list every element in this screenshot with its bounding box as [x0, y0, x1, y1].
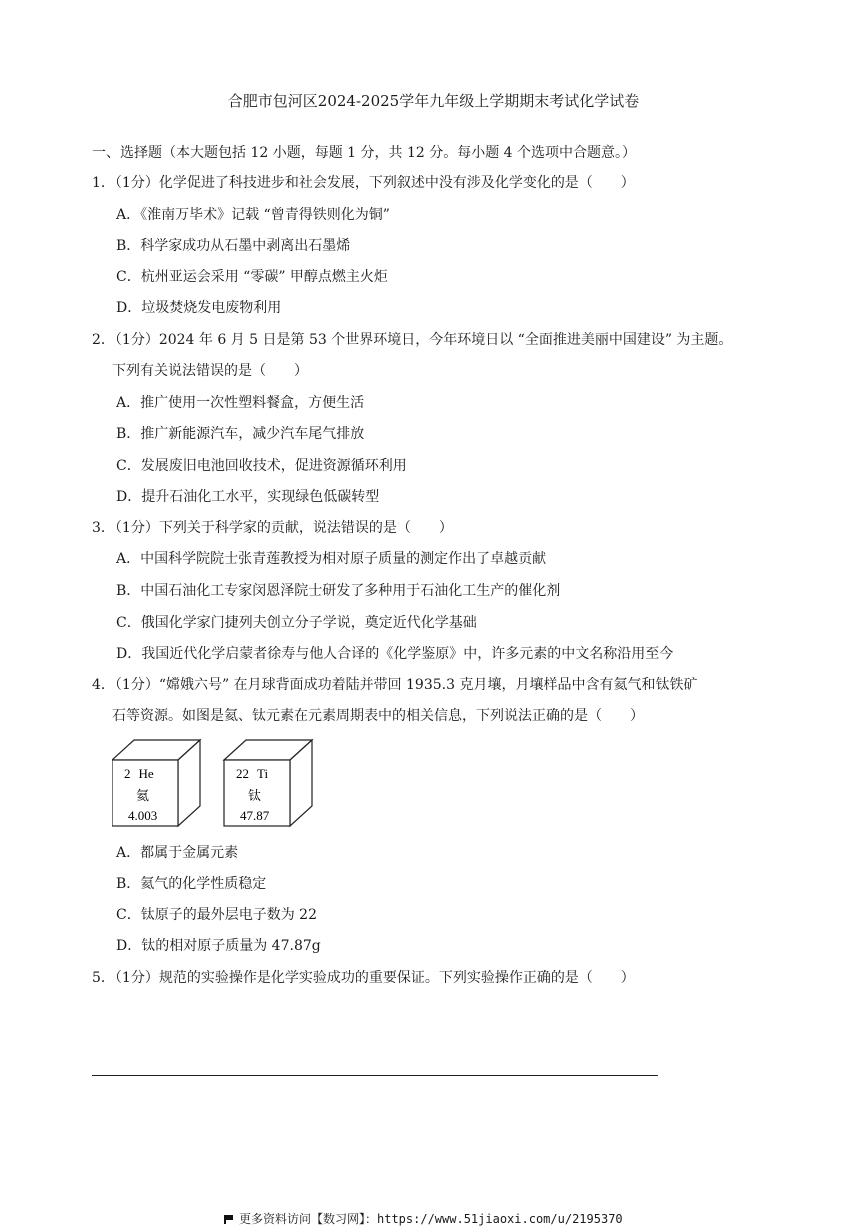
flag-icon — [224, 1215, 234, 1224]
question-4-stem: 4．（1分）“嫦娥六号” 在月球背面成功着陆并带回 1935.3 克月壤，月壤样品中含有氦气和钛铁矿 — [92, 677, 698, 693]
page-divider — [92, 1075, 658, 1076]
question-4-stem-continued: 石等资源。如图是氦、钛元素在元素周期表中的相关信息，下列说法正确的是（ ） — [112, 708, 644, 724]
question-2-option-d: D．提升石油化工水平，实现绿色低碳转型 — [116, 489, 380, 505]
question-1-option-c: C．杭州亚运会采用 “零碳” 甲醇点燃主火炬 — [116, 269, 388, 285]
question-4-option-d: D．钛的相对原子质量为 47.87g — [116, 938, 321, 954]
helium-number-symbol: 2 He — [124, 766, 154, 781]
footer-text: 更多资料访问【数习网】：https://www.51jiaoxi.com/u/2195370 — [239, 1212, 623, 1226]
question-1-option-b: B．科学家成功从石墨中剥离出石墨烯 — [116, 238, 351, 254]
exam-title: 合肥市包河区2024-2025学年九年级上学期期末考试化学试卷 — [227, 92, 640, 110]
question-2-option-b: B．推广新能源汽车，减少汽车尾气排放 — [116, 426, 365, 442]
question-1-option-d: D．垃圾焚烧发电废物利用 — [116, 300, 282, 316]
section-heading: 一、选择题（本大题包括 12 小题，每题 1 分，共 12 分。每小题 4 个选项中合题意。） — [92, 145, 637, 161]
question-3-option-b: B．中国石油化工专家闵恩泽院士研发了多种用于石油化工生产的催化剂 — [116, 583, 561, 599]
titanium-element-card — [224, 740, 312, 826]
question-4-option-c: C．钛原子的最外层电子数为 22 — [116, 907, 317, 923]
question-5-stem: 5．（1分）规范的实验操作是化学实验成功的重要保证。下列实验操作正确的是（ ） — [92, 970, 635, 986]
footer-link[interactable] — [224, 1210, 623, 1227]
titanium-name: 钛 — [248, 788, 262, 803]
question-2-stem-continued: 下列有关说法错误的是（ ） — [112, 363, 308, 379]
helium-element-card — [112, 740, 200, 826]
question-4-option-a: A．都属于金属元素 — [116, 845, 239, 861]
question-3-option-d: D．我国近代化学启蒙者徐寿与他人合译的《化学鉴原》中，许多元素的中文名称沿用至今 — [116, 646, 674, 662]
element-cards-figure — [112, 738, 322, 828]
helium-mass: 4.003 — [128, 808, 158, 823]
question-2-option-a: A．推广使用一次性塑料餐盒，方便生活 — [116, 395, 365, 411]
helium-name: 氦 — [136, 788, 150, 803]
question-2-option-c: C．发展废旧电池回收技术，促进资源循环利用 — [116, 458, 407, 474]
question-3-option-c: C．俄国化学家门捷列夫创立分子学说，奠定近代化学基础 — [116, 615, 477, 631]
question-3-stem: 3．（1分）下列关于科学家的贡献，说法错误的是（ ） — [92, 520, 453, 536]
question-4-option-b: B．氦气的化学性质稳定 — [116, 876, 267, 892]
question-3-option-a: A．中国科学院院士张青莲教授为相对原子质量的测定作出了卓越贡献 — [116, 551, 547, 567]
question-1-option-a: A．《淮南万毕术》记载 “曾青得铁则化为铜” — [116, 207, 390, 223]
titanium-mass: 47.87 — [240, 808, 270, 823]
question-2-stem: 2．（1分）2024 年 6 月 5 日是第 53 个世界环境日，今年环境日以 “全面推进美丽中国建设” 为主题。 — [92, 332, 733, 348]
question-1-stem: 1．（1分）化学促进了科技进步和社会发展，下列叙述中没有涉及化学变化的是（ ） — [92, 175, 635, 191]
titanium-number-symbol: 22 Ti — [236, 766, 269, 781]
